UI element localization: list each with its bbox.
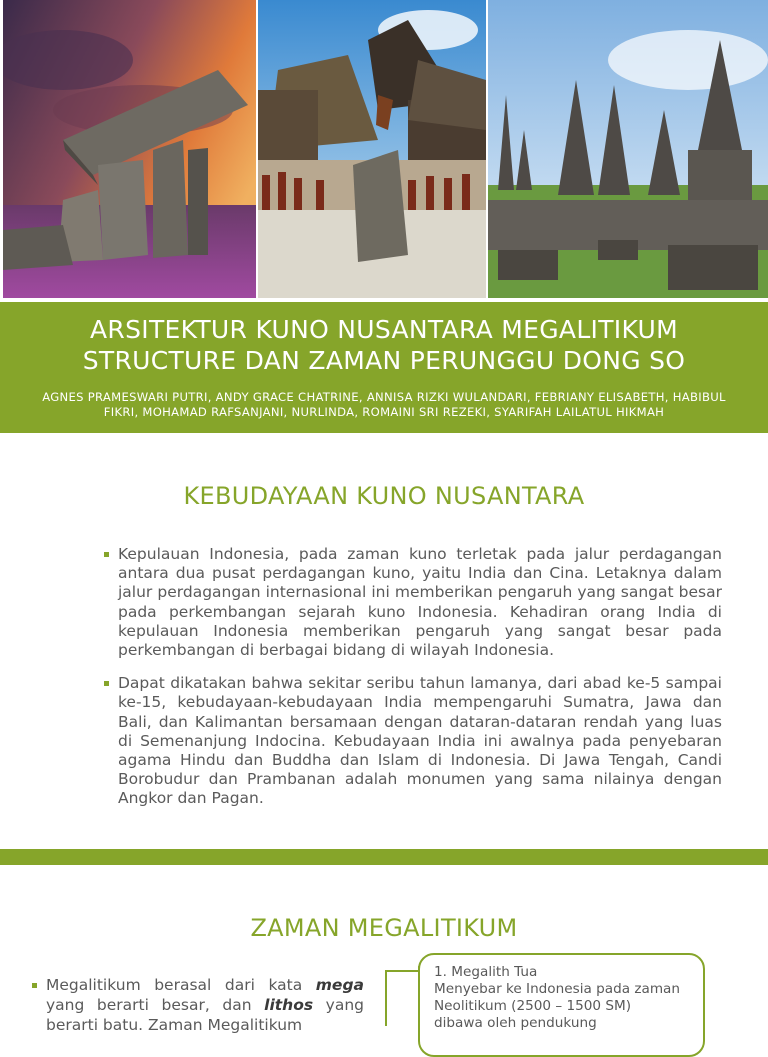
section-heading-megalitikum: ZAMAN MEGALITIKUM xyxy=(250,914,518,942)
prambanan-temple-photo xyxy=(488,0,768,298)
megalitikum-definition xyxy=(32,975,364,1035)
megalith-tua-description: Menyebar ke Indonesia pada zaman Neolitikum (2500 – 1500 SM) dibawa oleh pendukung xyxy=(434,981,681,1031)
title-band xyxy=(0,302,768,433)
title-line-1: ARSITEKTUR KUNO NUSANTARA MEGALITIKUM xyxy=(90,315,678,344)
megalith-tua-box xyxy=(418,953,705,1057)
section-heading-kebudayaan: KEBUDAYAAN KUNO NUSANTARA xyxy=(183,482,585,510)
definition-text-b: yang berarti besar, dan xyxy=(46,996,265,1014)
megalith-tua-title: 1. Megalith Tua xyxy=(434,964,538,980)
nias-village-photo xyxy=(258,0,486,298)
definition-text-c: yang berarti batu. Zaman Megalitikum xyxy=(46,996,365,1034)
bullet-item: Dapat dikatakan bahwa sekitar seribu tahun lamanya, dari abad ke-5 sampai ke-15, kebudayaan-kebudayaan India mempengaruhi Sumatra, Jawa dan Bali, dan Kalimantan bersamaan dengan dataran-dataran rendah yang luas di Semenanjung Indocina. Kebudayaan India ini awalnya pada penyebaran agama Hindu dan Buddha dan Islam di Indonesia. Di Jawa Tengah, Candi Borobudur dan Prambanan adalah monumen yang sama nilainya dengan Angkor dan Pagan. xyxy=(104,674,722,808)
bullet-list xyxy=(104,545,722,823)
title-line-2: STRUCTURE DAN ZAMAN PERUNGGU DONG SO xyxy=(82,346,686,375)
section-divider xyxy=(0,849,768,865)
presentation-title xyxy=(0,314,768,376)
definition-text-a: Megalitikum berasal dari kata xyxy=(46,976,316,994)
word-lithos: lithos xyxy=(264,996,314,1014)
bullet-item: Kepulauan Indonesia, pada zaman kuno terletak pada jalur perdagangan antara dua pusat perdagangan kuno, yaitu India dan Cina. Letaknya dalam jalur perdagangan internasional ini memberikan pengaruh yang sangat besar pada perkembangan sejarah kuno Indonesia. Kehadiran orang India di kepulauan Indonesia memberikan pengaruh yang sangat besar pada perkembangan di berbagai bidang di wilayah Indonesia. xyxy=(104,545,722,660)
dolmen-photo xyxy=(3,0,256,298)
word-mega: mega xyxy=(315,976,364,994)
authors xyxy=(6,390,762,420)
photo-strip xyxy=(0,0,768,300)
authors-line-1: AGNES PRAMESWARI PUTRI, ANDY GRACE CHATRINE, ANNISA RIZKI WULANDARI, FEBRIANY ELISABETH, HABIBUL xyxy=(42,390,726,404)
authors-line-2: FIKRI, MOHAMAD RAFSANJANI, NURLINDA, ROMAINI SRI REZEKI, SYARIFAH LAILATUL HIKMAH xyxy=(103,405,665,419)
megalith-tua-text xyxy=(434,964,684,1032)
